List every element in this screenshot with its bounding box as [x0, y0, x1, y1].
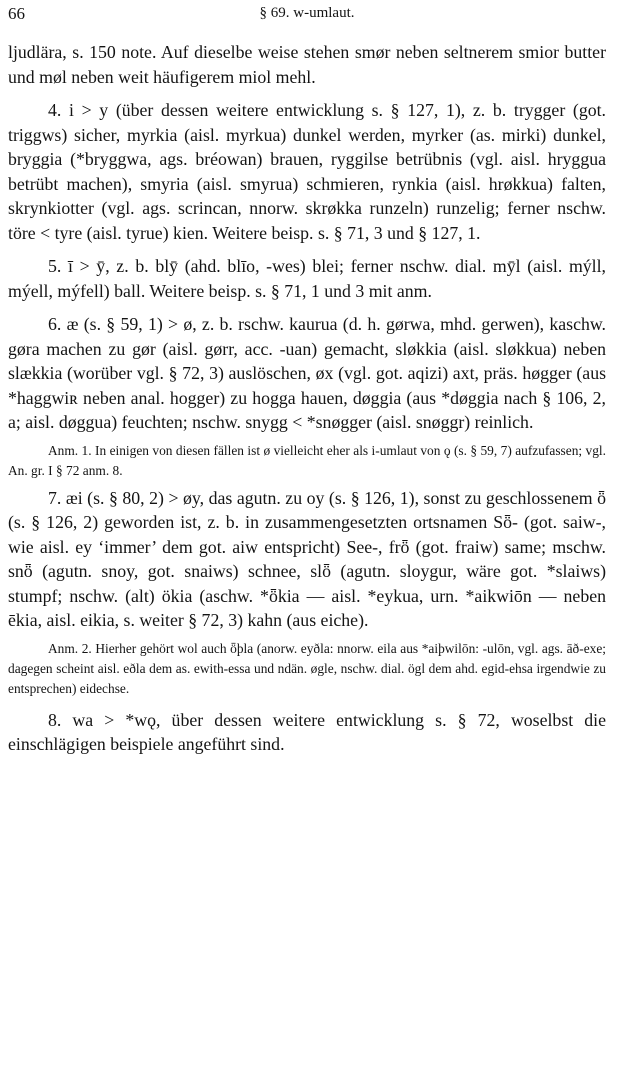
- page: [8, 0, 606, 1070]
- paragraph-8: 8. wa > *wǫ, über dessen weitere entwicklung s. § 72, woselbst die einschlägigen beispiele angeführt sind.: [8, 709, 606, 754]
- note-anm-1: Anm. 1. In einigen von diesen fällen ist ø vielleicht eher als i-umlaut von ǫ (s. § 59, 7) aufzufassen; vgl. An. gr. I § 72 anm. 8.: [8, 442, 606, 478]
- paragraph-5: 5. ī > ȳ, z. b. blȳ (ahd. blīo, -wes) blei; ferner nschw. dial. mȳl (aisl. mýll, mýell, mýfell) ball. Weitere beisp. s. § 71, 1 und 3 mit anm.: [8, 256, 606, 301]
- page-number: 66: [8, 4, 25, 23]
- note-anm-2: Anm. 2. Hierher gehört wol auch ȫþla (anorw. eyðla: nnorw. eila aus *aiþwilōn: -ulōn, vgl. ags. āð-exe; dagegen scheint aisl. eðla dem as. ewith-essa und ndän. øgle, nschw. dial. ögl dem ahd. egid-ehsa irgendwie zu entsprechen) eidechse.: [8, 640, 606, 696]
- page-header: [8, 4, 606, 26]
- running-title: § 69. w-umlaut.: [259, 5, 355, 21]
- paragraph-intro: ljudlära, s. 150 note. Auf dieselbe weise stehen smør neben seltnerem smior butter und møl neben weit häufigerem miol mehl.: [8, 42, 606, 87]
- page-body: [8, 40, 606, 757]
- paragraph-4: 4. i > y (über dessen weitere entwicklung s. § 127, 1), z. b. trygger (got. triggws) sicher, myrkia (aisl. myrkua) dunkel werden, myrker (as. mirki) dunkel, bryggia (*bryggwa, ags. bréowan) brauen, ryggilse betrübnis (vgl. aisl. hryggua betrübt machen), smyria (aisl. smyrua) schmieren, rynkia (aisl. hrøkkua) falten, skrynkiotter (vgl. ags. scrincan, nnorw. skrøkka runzeln) runzelig; ferner nschw. töre < tyre (aisl. tyrue) kien. Weitere beisp. s. § 71, 3 und § 127, 1.: [8, 100, 606, 243]
- paragraph-6: 6. æ (s. § 59, 1) > ø, z. b. rschw. kaurua (d. h. gørwa, mhd. gerwen), kaschw. gøra machen zu gør (aisl. gørr, acc. -uan) gemacht, sløkkia (aisl. sløkkua) neben slækkia (worüber vgl. § 72, 3) auslöschen, øx (vgl. got. aqizi) axt, präs. høgger (aus *haggwiʀ neben anal. hogger) zu hogga hauen, døggia (aus *døggia nach § 106, 2, a; aisl. døggua) feuchten; nschw. snygg < *snøgger (aisl. snøggr) reinlich.: [8, 314, 606, 432]
- paragraph-7: 7. æi (s. § 80, 2) > øy, das agutn. zu oy (s. § 126, 1), sonst zu geschlossenem ȫ (s. § 126, 2) geworden ist, z. b. in zusammengesetzten ortsnamen Sȫ- (got. saiw-, wie aisl. ey ‘immer’ dem got. aiw entspricht) See-, frȫ (got. fraiw) same; mschw. snȫ (agutn. snoy, got. snaiws) schnee, slȫ (agutn. sloygur, wäre got. *slaiws) stumpf; nschw. (alt) ökia (aschw. *ȫkia — aisl. *eykua, urn. *aikwiōn — neben ēkia, aisl. eikia, s. weiter § 72, 3) kahn (aus eiche).: [8, 487, 606, 630]
